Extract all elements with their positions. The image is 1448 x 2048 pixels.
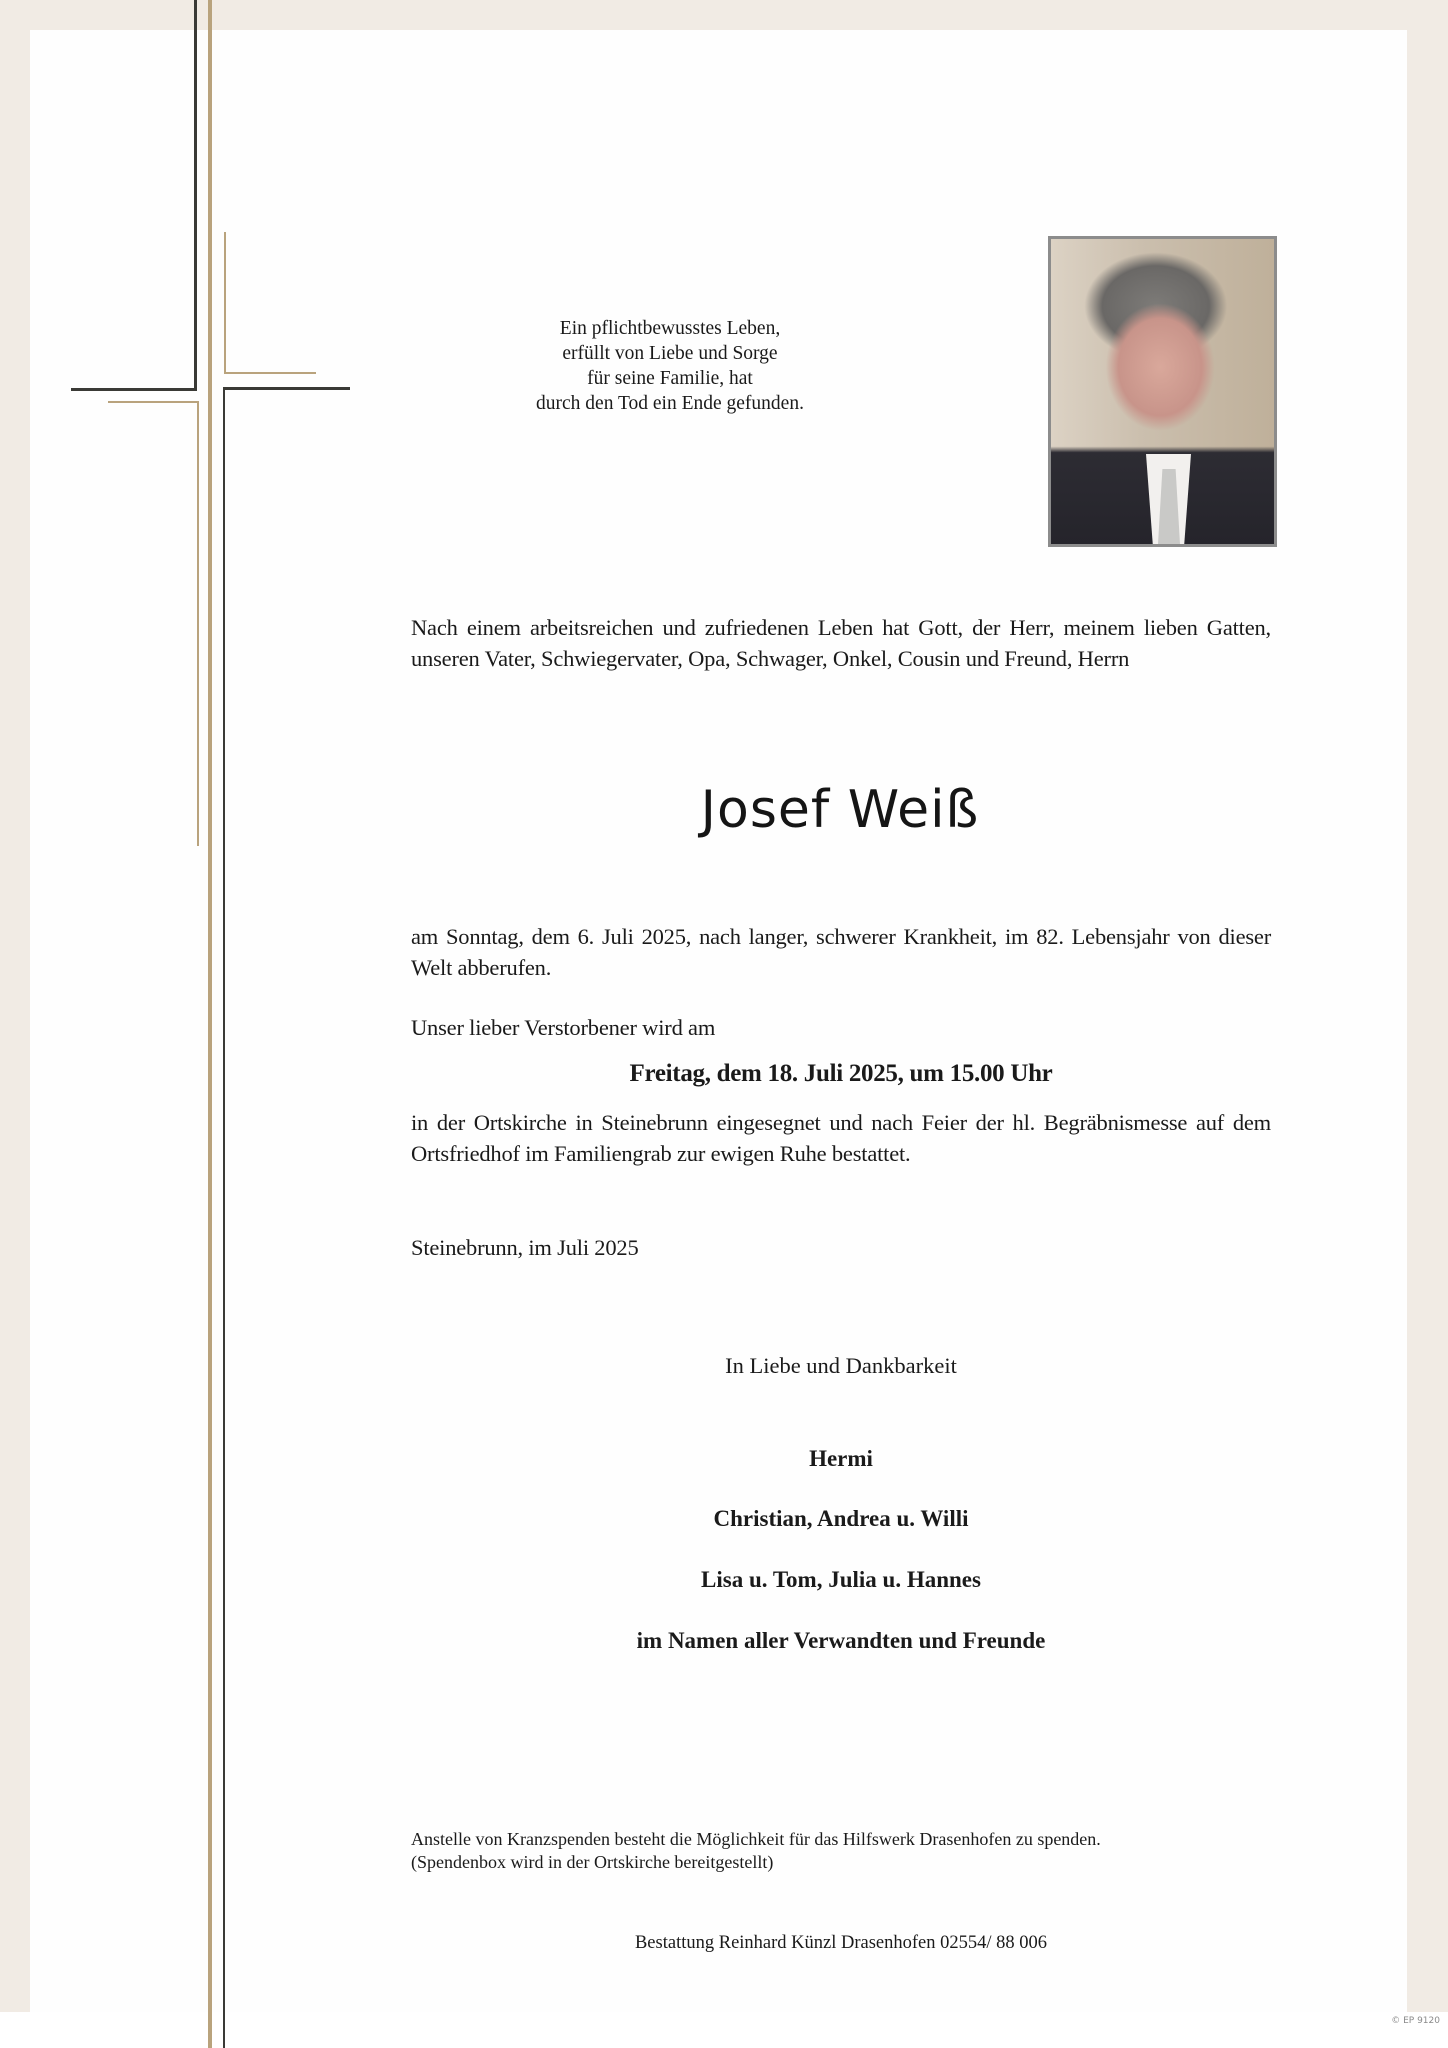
place-date: Steinebrunn, im Juli 2025: [411, 1235, 639, 1260]
bottom-strip: [0, 2012, 1448, 2048]
mourner-line: im Namen aller Verwandten und Freunde: [636, 1628, 1046, 1653]
portrait-photo: [1048, 236, 1277, 547]
cross-dark-vertical-right: [223, 387, 225, 2048]
motto-line: Ein pflichtbewusstes Leben,: [559, 318, 781, 339]
motto: [470, 316, 870, 416]
motto-line: erfüllt von Liebe und Sorge: [562, 343, 778, 364]
donation-note-line: Anstelle von Kranzspenden besteht die Möglichkeit für das Hilfswerk Drasenhofen zu spenden.: [411, 1829, 1101, 1849]
mourner-line: Lisa u. Tom, Julia u. Hannes: [701, 1567, 981, 1592]
mourner-line: Christian, Andrea u. Willi: [713, 1506, 969, 1531]
funeral-date-time: Freitag, dem 18. Juli 2025, um 15.00 Uhr: [629, 1060, 1053, 1087]
cross-gold-vertical-lower-left: [197, 401, 199, 846]
cross-gold-main-vertical: [208, 0, 212, 2048]
copyright-mark: © EP 9120: [1391, 2016, 1440, 2026]
cross-dark-vertical-upper: [194, 0, 197, 390]
intro-paragraph: Nach einem arbeitsreichen und zufriedenen Leben hat Gott, der Herr, meinem lieben Gatten, unseren Vater, Schwiegervater, Opa, Schwager, Onkel, Cousin und Freund, Herrn: [411, 615, 1271, 671]
donation-note-line: (Spendenbox wird in der Ortskirche bereitgestellt): [411, 1852, 774, 1872]
motto-line: für seine Familie, hat: [587, 368, 753, 389]
cross-gold-arm-left: [108, 401, 198, 403]
motto-line: durch den Tod ein Ende gefunden.: [536, 393, 804, 414]
cross-dark-arm-right: [223, 387, 350, 390]
deceased-name: Josef Weiß: [700, 780, 980, 840]
death-notice: am Sonntag, dem 6. Juli 2025, nach langer, schwerer Krankheit, im 82. Lebensjahr von dieser Welt abberufen.: [411, 924, 1271, 980]
cross-dark-arm-left: [71, 388, 197, 391]
donation-note: [411, 1828, 1291, 1874]
cross-gold-upper-right-vertical: [224, 232, 226, 374]
funeral-details: in der Ortskirche in Steinebrunn eingesegnet und nach Feier der hl. Begräbnismesse auf dem Ortsfriedhof im Familiengrab zur ewigen Ruhe bestattet.: [411, 1110, 1271, 1166]
closing-line: In Liebe und Dankbarkeit: [725, 1353, 957, 1378]
cross-gold-upper-right-arm: [224, 372, 316, 374]
undertaker-info: Bestattung Reinhard Künzl Drasenhofen 02554/ 88 006: [634, 1933, 1048, 1953]
mourner-line: Hermi: [809, 1446, 873, 1471]
funeral-lead-in: Unser lieber Verstorbener wird am: [411, 1015, 716, 1040]
